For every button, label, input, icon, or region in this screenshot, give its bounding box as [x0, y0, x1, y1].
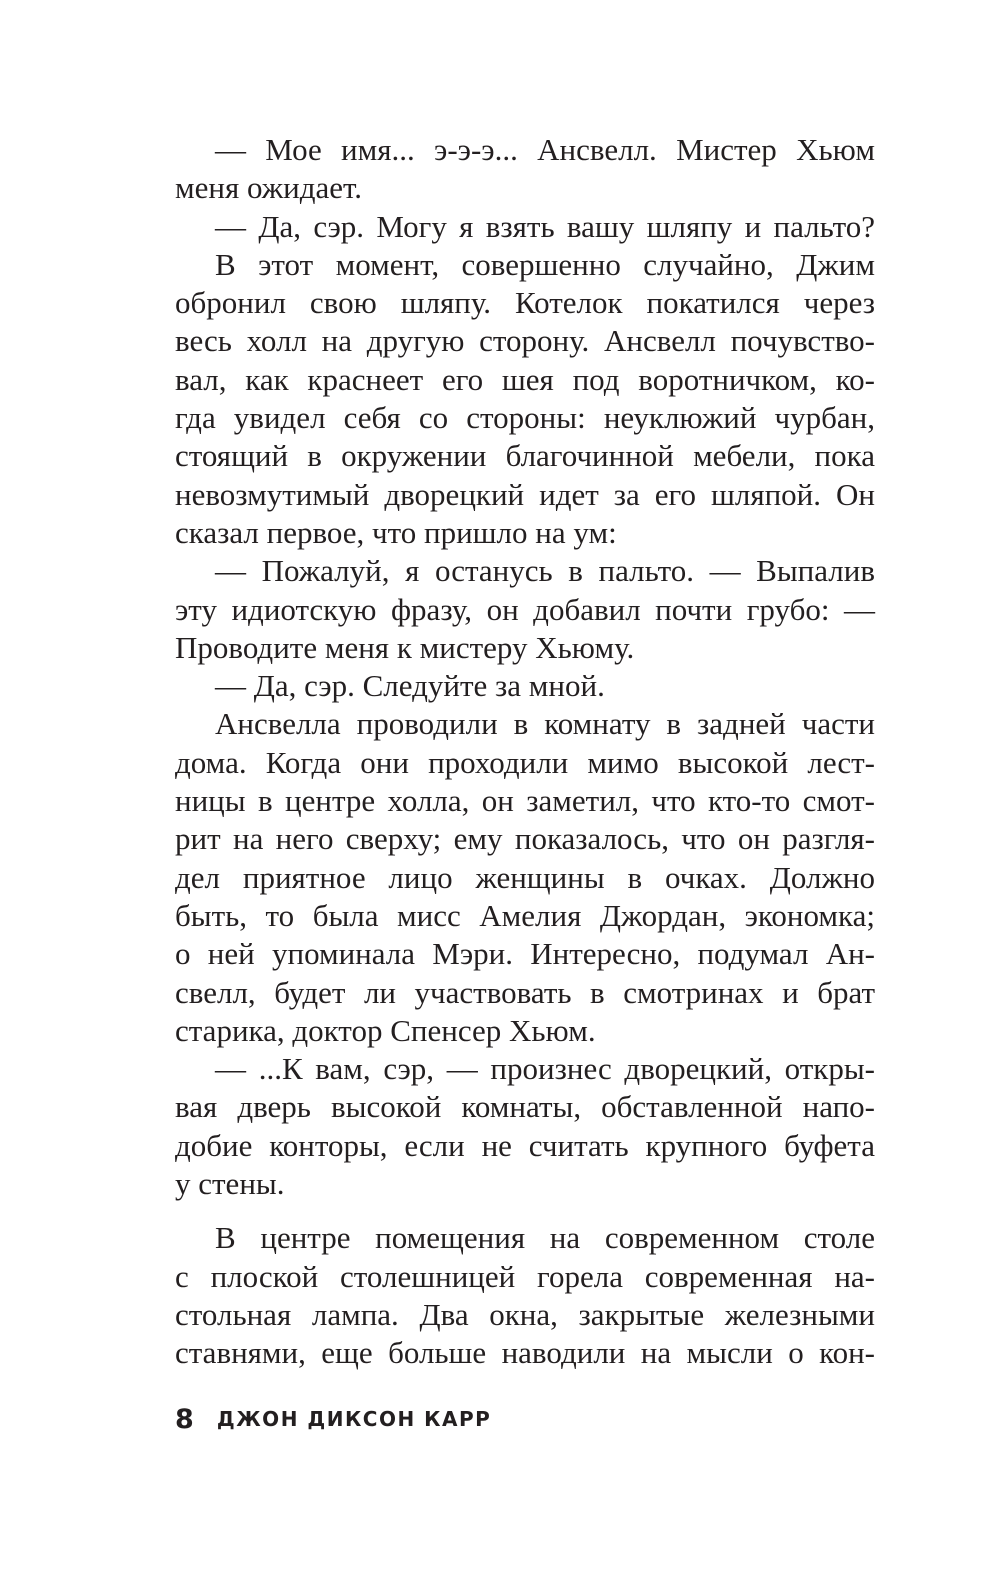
text-line: стольная лампа. Два окна, закрытые железными [175, 1296, 875, 1332]
text-line: ницы в центре холла, он заметил, что кто-то смот- [175, 783, 875, 819]
text-line: дел приятное лицо женщины в очках. Должно [175, 859, 875, 895]
text-line: обронил свою шляпу. Котелок покатился через [175, 285, 875, 321]
text-line: о ней упоминала Мэри. Интересно, подумал Ан- [175, 936, 875, 972]
text-line: — Да, сэр. Могу я взять вашу шляпу и пальто? [215, 208, 875, 244]
text-line: эту идиотскую фразу, он добавил почти грубо: — [175, 591, 875, 627]
text-line: добие конторы, если не считать крупного буфета [175, 1127, 875, 1163]
text-line: вал, как краснеет его шея под воротничком, ко- [175, 361, 875, 397]
text-line: Ансвелла проводили в комнату в задней части [215, 706, 875, 742]
text-line: гда увидел себя со стороны: неуклюжий чурбан, [175, 400, 875, 436]
body-text [175, 131, 875, 1373]
text-line: меня ожидает. [175, 170, 362, 206]
text-line: свелл, будет ли участвовать в смотринах и брат [175, 974, 875, 1010]
text-line: — ...К вам, сэр, — произнес дворецкий, откры- [215, 1051, 875, 1087]
paragraph-gap [175, 1203, 875, 1219]
text-line: стоящий в окружении благочинной мебели, пока [175, 438, 875, 474]
text-line: — Да, сэр. Следуйте за мной. [215, 668, 605, 704]
text-line: у стены. [175, 1166, 285, 1202]
text-line: В центре помещения на современном столе [215, 1220, 875, 1256]
text-line: Проводите меня к мистеру Хьюму. [175, 629, 635, 665]
page-footer [175, 1404, 491, 1435]
text-line: быть, то была мисс Амелия Джордан, экономка; [175, 897, 875, 933]
text-line: старика, доктор Спенсер Хьюм. [175, 1012, 596, 1048]
text-line: сказал первое, что пришло на ум: [175, 514, 617, 550]
text-line: В этот момент, совершенно случайно, Джим [215, 246, 875, 282]
text-line: весь холл на другую сторону. Ансвелл почувство- [175, 323, 875, 359]
text-line: дома. Когда они проходили мимо высокой лест- [175, 744, 875, 780]
text-line: с плоской столешницей горела современная на- [175, 1258, 875, 1294]
running-head-author: ДЖОН ДИКСОН КАРР [216, 1407, 492, 1431]
text-line: ставнями, еще больше наводили на мысли о кон- [175, 1335, 875, 1371]
text-line: вая дверь высокой комнаты, обставленной напо- [175, 1089, 875, 1125]
page-number: 8 [175, 1404, 194, 1435]
text-line: — Пожалуй, я останусь в пальто. — Выпалив [215, 553, 875, 589]
text-line: — Мое имя... э-э-э... Ансвелл. Мистер Хьюм [215, 132, 875, 167]
text-line: невозмутимый дворецкий идет за его шляпой. Он [175, 476, 875, 512]
text-line: рит на него сверху; ему показалось, что он разгля- [175, 821, 875, 857]
